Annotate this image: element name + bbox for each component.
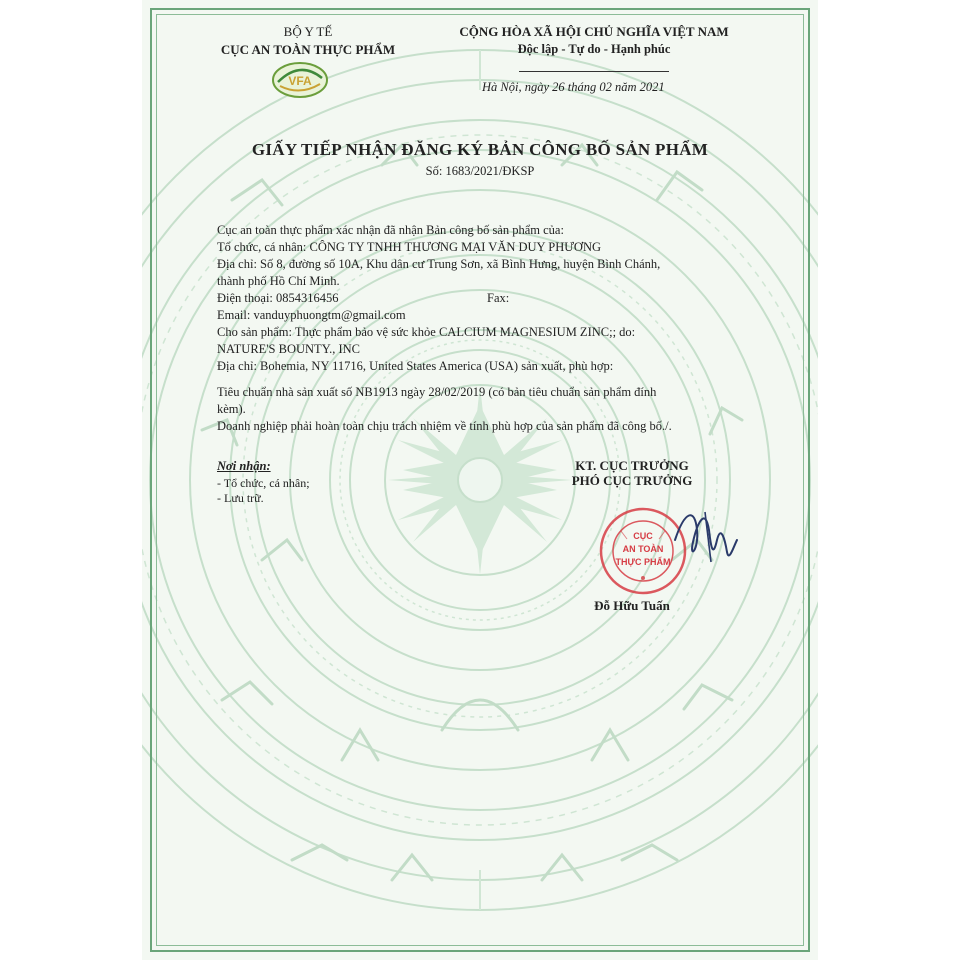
vfa-logo-icon bbox=[270, 60, 330, 100]
body-line-3: Địa chỉ: Số 8, đường số 10A, Khu dân cư Trung Sơn, xã Bình Hưng, huyện Bình Chánh, bbox=[217, 257, 661, 271]
stamp-text-line-3: THỰC PHẨM bbox=[615, 557, 671, 567]
document-number: Số: 1683/2021/ĐKSP bbox=[425, 164, 535, 178]
body-line-9: Địa chỉ: Bohemia, NY 11716, United States America (USA) sản xuất, phù hợp: bbox=[217, 359, 614, 373]
recipients-heading: Nơi nhận: bbox=[217, 459, 271, 473]
fax-label: Fax: bbox=[487, 291, 510, 305]
ministry-name: BỘ Y TẾ bbox=[283, 24, 333, 39]
body-line-11: kèm). bbox=[217, 402, 246, 416]
body-line-2: Tổ chức, cá nhân: CÔNG TY TNHH THƯƠNG MẠI VĂN DUY PHƯƠNG bbox=[217, 240, 602, 254]
signer-name: Đỗ Hữu Tuấn bbox=[594, 598, 670, 613]
stamp-text-line-2: AN TOÀN bbox=[622, 544, 664, 554]
recipient-item-1: - Tổ chức, cá nhân; bbox=[217, 476, 310, 490]
body-line-1: Cục an toàn thực phẩm xác nhận đã nhận Bản công bố sản phẩm của: bbox=[217, 223, 564, 237]
certificate-sheet bbox=[142, 0, 818, 960]
body-line-12: Doanh nghiệp phải hoàn toàn chịu trách nhiệm về tính phù hợp của sản phẩm đã công bố./. bbox=[217, 419, 672, 433]
handwritten-signature bbox=[667, 500, 757, 575]
body-line-8: NATURE'S BOUNTY., INC bbox=[217, 342, 361, 356]
body-line-10: Tiêu chuẩn nhà sản xuất số NB1913 ngày 28/02/2019 (có bản tiêu chuẩn sản phẩm đính bbox=[217, 385, 657, 399]
body-line-5: Điện thoại: 0854316456 bbox=[217, 291, 339, 305]
national-motto: Độc lập - Tự do - Hạnh phúc bbox=[517, 42, 671, 56]
signer-role-line-2: PHÓ CỤC TRƯỞNG bbox=[571, 473, 693, 488]
signer-role-line-1: KT. CỤC TRƯỞNG bbox=[575, 458, 689, 473]
stamp-text-line-1: CỤC bbox=[633, 531, 653, 541]
vfa-logo-text: VFA bbox=[288, 74, 312, 88]
recipient-item-2: - Lưu trữ. bbox=[217, 491, 264, 505]
republic-name: CỘNG HÒA XÃ HỘI CHỦ NGHĨA VIỆT NAM bbox=[459, 24, 729, 39]
document-title: GIẤY TIẾP NHẬN ĐĂNG KÝ BẢN CÔNG BỐ SẢN PHẨM bbox=[251, 140, 709, 159]
agency-name: CỤC AN TOÀN THỰC PHẨM bbox=[220, 42, 396, 57]
body-line-7: Cho sản phẩm: Thực phẩm bảo vệ sức khỏe CALCIUM MAGNESIUM ZINC;; do: bbox=[217, 325, 636, 339]
issue-date: Hà Nội, ngày 26 tháng 02 năm 2021 bbox=[482, 80, 665, 94]
body-line-4: thành phố Hồ Chí Minh. bbox=[217, 274, 340, 288]
body-line-6: Email: vanduyphuongtm@gmail.com bbox=[217, 308, 406, 322]
